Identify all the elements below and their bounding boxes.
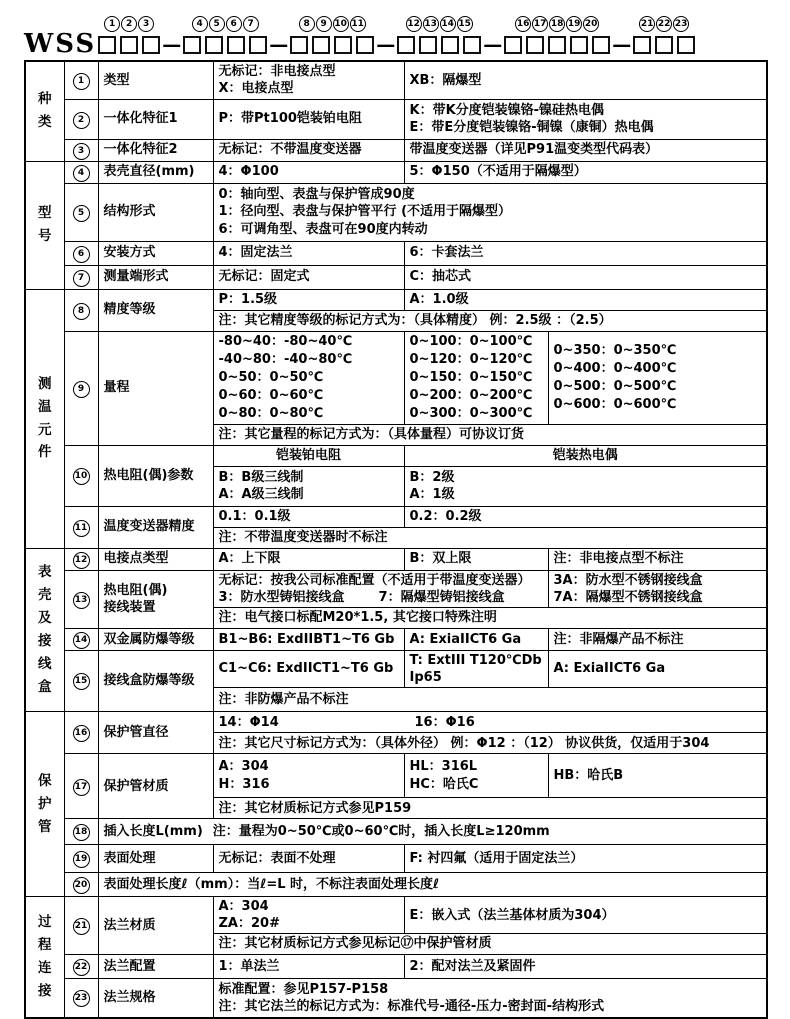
code-box xyxy=(419,36,437,54)
option-line: 0~300：0~300℃ xyxy=(409,405,533,421)
circled-number: 10 xyxy=(73,468,90,485)
option-cell xyxy=(213,61,404,99)
row-number xyxy=(64,548,98,570)
option-line: 7A：隔爆型不锈钢接线盒 xyxy=(553,589,703,605)
model-prefix: WSS xyxy=(24,29,97,59)
note-cell: 注：其它尺寸标记方式为：（具体外径） 例：Φ12 ：（12） 协议供货，仅适用于304 xyxy=(213,733,767,754)
circled-number: 8 xyxy=(73,303,90,320)
row-number xyxy=(64,712,98,754)
row-number xyxy=(64,241,98,265)
option-line: A：304 xyxy=(218,759,269,775)
row-label: 量程 xyxy=(98,331,213,445)
option-cell xyxy=(213,978,767,1018)
option-cell: E：嵌入式（法兰基体材质为304） xyxy=(404,897,767,934)
row-number xyxy=(64,897,98,954)
table-row xyxy=(25,506,767,527)
option-cell: HB：哈氏B xyxy=(548,754,767,798)
note-cell: 注：不带温度变送器时不标注 xyxy=(213,527,767,548)
table-row xyxy=(25,650,767,687)
option-cell xyxy=(404,331,548,424)
table-row xyxy=(25,570,767,607)
code-group-numbers xyxy=(104,16,154,32)
code-boxes xyxy=(98,36,160,54)
code-box xyxy=(548,36,566,54)
circled-number: 15 xyxy=(73,673,90,690)
row-number xyxy=(64,570,98,628)
dash-separator: — xyxy=(376,34,396,56)
table-row xyxy=(25,99,767,139)
circled-number: 19 xyxy=(566,16,582,32)
table-row xyxy=(25,897,767,934)
row-number xyxy=(64,754,98,819)
row-number xyxy=(64,873,98,897)
table-row xyxy=(25,241,767,265)
code-box xyxy=(227,36,245,54)
table-row xyxy=(25,139,767,161)
option-cell: 无标记：固定式 xyxy=(213,265,404,289)
option-cell: 无标记：表面不处理 xyxy=(213,845,404,873)
code-box xyxy=(463,36,481,54)
code-box xyxy=(142,36,160,54)
code-box xyxy=(570,36,588,54)
code-box xyxy=(249,36,267,54)
code-group-1 xyxy=(98,16,160,54)
note-cell: 注：电气接口标配M20*1.5, 其它接口特殊注明 xyxy=(213,607,767,628)
option-line: 0~80：0~80℃ xyxy=(218,405,324,421)
option-cell: 6：卡套法兰 xyxy=(404,241,767,265)
circled-number: 3 xyxy=(73,143,90,160)
option-line: 0：轴向型、表盘与保护管成90度 xyxy=(218,187,415,203)
option-line: HL：316L xyxy=(409,759,478,775)
row-number xyxy=(64,139,98,161)
circled-number: 8 xyxy=(299,16,315,32)
row-label: 保护管直径 xyxy=(98,712,213,754)
group-model xyxy=(25,161,64,289)
option-line: 6：可调角型、表盘可在90度内转动 xyxy=(218,221,428,237)
circled-number: 15 xyxy=(457,16,473,32)
option-line: 0~350：0~350℃ xyxy=(553,342,677,358)
option-cell: 4：Φ100 xyxy=(213,161,404,183)
note-cell: 注：其它材质标记方式参见P159 xyxy=(213,798,767,819)
table-row xyxy=(25,954,767,978)
row-number xyxy=(64,265,98,289)
row-number xyxy=(64,183,98,241)
row-label: 双金属防爆等级 xyxy=(98,628,213,650)
option-cell xyxy=(213,754,404,798)
table-row xyxy=(25,819,767,845)
circled-number: 5 xyxy=(73,205,90,222)
option-cell: 0.1：0.1级 xyxy=(213,506,404,527)
option-line: 0~120：0~120℃ xyxy=(409,351,533,367)
code-boxes xyxy=(633,36,695,54)
code-box xyxy=(677,36,695,54)
option-line: B：2级 xyxy=(409,469,455,485)
row-label: 法兰材质 xyxy=(98,897,213,954)
option-item: 14：Φ14 xyxy=(218,714,279,730)
note-cell: 注：其它量程的标记方式为：（具体量程）可协议订货 xyxy=(213,424,767,445)
table-row xyxy=(25,289,767,310)
row-label: 安装方式 xyxy=(98,241,213,265)
note-cell: 注：非防爆产品不标注 xyxy=(213,688,767,712)
option-cell: C：抽芯式 xyxy=(404,265,767,289)
option-line: 0~60：0~60℃ xyxy=(218,387,324,403)
note-cell: 注：非隔爆产品不标注 xyxy=(548,628,767,650)
dash-separator: — xyxy=(162,34,182,56)
code-group-numbers xyxy=(299,16,366,32)
circled-number: 14 xyxy=(440,16,456,32)
option-line: ZA：20# xyxy=(218,916,280,932)
option-line: A：A级三线制 xyxy=(218,487,304,502)
option-item: 3：防水型铸铝接线盒 xyxy=(218,589,345,605)
circled-number: 11 xyxy=(350,16,366,32)
code-box xyxy=(504,36,522,54)
code-box xyxy=(655,36,673,54)
option-cell xyxy=(213,466,404,506)
code-box xyxy=(98,36,116,54)
circled-number: 6 xyxy=(73,246,90,263)
circled-number: 19 xyxy=(73,851,90,868)
option-cell: A：上下限 xyxy=(213,548,404,570)
code-boxes xyxy=(183,36,267,54)
row-number xyxy=(64,954,98,978)
group-label: 种类 xyxy=(38,91,52,131)
circled-number: 6 xyxy=(226,16,242,32)
group-label: 过程连接 xyxy=(38,914,52,1000)
circled-number: 21 xyxy=(639,16,655,32)
code-box xyxy=(356,36,374,54)
table-row xyxy=(25,265,767,289)
note-cell: 注：其它精度等级的标记方式为：（具体精度） 例：2.5级 ：（2.5） xyxy=(213,310,767,331)
dash-separator: — xyxy=(269,34,289,56)
group-category xyxy=(25,61,64,161)
option-cell: 5：Φ150（不适用于隔爆型） xyxy=(404,161,767,183)
code-group-2 xyxy=(183,16,267,54)
code-box xyxy=(290,36,308,54)
code-box xyxy=(312,36,330,54)
option-line: 0~50：0~50℃ xyxy=(218,369,324,385)
code-group-3 xyxy=(290,16,374,54)
circled-number: 2 xyxy=(73,112,90,129)
option-line: H：316 xyxy=(218,776,270,792)
note-text: 注：量程为0~50℃或0~60℃时，插入长度L≥120mm xyxy=(212,824,550,840)
option-cell: C1~C6: ExdIICT1~T6 Gb xyxy=(213,650,404,687)
table-row xyxy=(25,445,767,466)
row-number xyxy=(64,289,98,331)
option-line xyxy=(219,589,543,606)
option-line: X：电接点型 xyxy=(218,81,294,97)
code-box xyxy=(397,36,415,54)
option-cell: A: ExiaIICT6 Ga xyxy=(548,650,767,687)
option-line: E：带E分度铠装镍铬-铜镍（康铜）热电偶 xyxy=(409,120,654,135)
circled-number: 23 xyxy=(73,990,90,1007)
option-line: 0~400：0~400℃ xyxy=(553,360,677,376)
group-protection-tube xyxy=(25,712,64,897)
row-label: 结构形式 xyxy=(98,183,213,241)
circled-number: 9 xyxy=(73,381,90,398)
row-label: 法兰规格 xyxy=(98,978,213,1018)
circled-number: 17 xyxy=(532,16,548,32)
row-number xyxy=(64,61,98,99)
group-temp-element xyxy=(25,289,64,548)
code-box xyxy=(205,36,223,54)
circled-number: 5 xyxy=(209,16,225,32)
code-box xyxy=(120,36,138,54)
circled-number: 21 xyxy=(73,918,90,935)
group-label: 测温元件 xyxy=(38,375,52,461)
row-number xyxy=(64,978,98,1018)
circled-number: 18 xyxy=(549,16,565,32)
option-line: 1：径向型、表盘与保护管平行 (不适用于隔爆型） xyxy=(218,204,512,220)
table-row xyxy=(25,183,767,241)
option-cell: 0.2：0.2级 xyxy=(404,506,767,527)
option-cell: XB：隔爆型 xyxy=(404,61,767,99)
row-number xyxy=(64,445,98,506)
option-line: 0~100：0~100℃ xyxy=(409,333,533,349)
row-label: 电接点类型 xyxy=(98,548,213,570)
row-number xyxy=(64,99,98,139)
option-cell: B1~B6: ExdIIBT1~T6 Gb xyxy=(213,628,404,650)
option-line: 0~200：0~200℃ xyxy=(409,387,533,403)
row-label: 保护管材质 xyxy=(98,754,213,819)
circled-number: 22 xyxy=(656,16,672,32)
code-boxes xyxy=(290,36,374,54)
circled-number: 20 xyxy=(73,877,90,894)
option-line: B：B级三线制 xyxy=(218,469,304,485)
option-cell xyxy=(213,331,404,424)
option-cell: P：带Pt100铠装铂电阻 xyxy=(213,99,404,139)
row-label: 类型 xyxy=(98,61,213,99)
option-line: 0~500：0~500℃ xyxy=(553,378,677,394)
circled-number: 20 xyxy=(583,16,599,32)
circled-number: 16 xyxy=(73,725,90,742)
row-label: 接线盒防爆等级 xyxy=(98,650,213,711)
group-label: 型号 xyxy=(38,205,52,244)
circled-number: 1 xyxy=(104,16,120,32)
row-number xyxy=(64,819,98,845)
row-number xyxy=(64,845,98,873)
option-cell: 带温度变送器（详见P91温变类型代码表） xyxy=(404,139,767,161)
circled-number: 12 xyxy=(406,16,422,32)
group-label: 表壳及接线盒 xyxy=(38,564,52,695)
circled-number: 18 xyxy=(73,824,90,841)
option-line: HC：哈氏C xyxy=(409,776,479,792)
column-header: 铠装铂电阻 xyxy=(213,445,404,466)
option-line: 注：其它法兰的标记方式为：标准代号-通径-压力-密封面-结构形式 xyxy=(218,998,605,1014)
option-line: -80~40：-80~40℃ xyxy=(218,333,353,349)
code-group-numbers xyxy=(639,16,689,32)
table-row xyxy=(25,331,767,424)
option-line: 0~600：0~600℃ xyxy=(553,396,677,412)
code-group-5 xyxy=(504,16,610,54)
option-cell xyxy=(548,331,767,424)
circled-number: 13 xyxy=(423,16,439,32)
option-line: A：304 xyxy=(218,899,269,915)
table-row xyxy=(25,978,767,1018)
label-line: 热电阻(偶) xyxy=(103,583,168,598)
code-group-4 xyxy=(397,16,481,54)
table-row xyxy=(25,61,767,99)
option-cell xyxy=(404,99,767,139)
option-line: A：1级 xyxy=(409,487,455,502)
code-box xyxy=(441,36,459,54)
code-box xyxy=(633,36,651,54)
spec-table xyxy=(24,60,768,1019)
option-cell: T: ExtIII T120℃Db Ip65 xyxy=(404,650,548,687)
table-row xyxy=(25,628,767,650)
code-boxes xyxy=(397,36,481,54)
row-number xyxy=(64,331,98,445)
option-cell: A：1.0级 xyxy=(404,289,767,310)
option-cell xyxy=(213,897,404,934)
table-row xyxy=(25,161,767,183)
circled-number: 4 xyxy=(73,165,90,182)
row-number xyxy=(64,161,98,183)
column-header: 铠装热电偶 xyxy=(404,445,767,466)
note-cell: 注：其它材质标记方式参见标记⑰中保护管材质 xyxy=(213,934,767,954)
row-number xyxy=(64,628,98,650)
group-label: 保护管 xyxy=(38,772,52,835)
circled-number: 23 xyxy=(673,16,689,32)
circled-number: 1 xyxy=(73,73,90,90)
circled-number: 22 xyxy=(73,959,90,976)
row-label: 温度变送器精度 xyxy=(98,506,213,548)
option-line: K：带K分度铠装镍铬-镍硅热电偶 xyxy=(409,102,605,118)
row-label: 热电阻(偶)参数 xyxy=(98,445,213,506)
code-box xyxy=(334,36,352,54)
circled-number: 14 xyxy=(73,632,90,649)
option-cell: P：1.5级 xyxy=(213,289,404,310)
model-code-line xyxy=(24,6,790,59)
row-label: 法兰配置 xyxy=(98,954,213,978)
option-cell xyxy=(213,183,767,241)
option-cell: 1：单法兰 xyxy=(213,954,404,978)
circled-number: 12 xyxy=(73,552,90,569)
code-box xyxy=(526,36,544,54)
row-number xyxy=(64,506,98,548)
option-cell: 2：配对法兰及紧固件 xyxy=(404,954,767,978)
code-box xyxy=(183,36,201,54)
circled-number: 17 xyxy=(73,779,90,796)
option-line: 无标记：非电接点型 xyxy=(218,64,336,80)
table-row xyxy=(25,712,767,733)
option-line: 无标记：按我公司标准配置（不适用于带温度变送器） xyxy=(218,572,531,588)
circled-number: 9 xyxy=(316,16,332,32)
dash-separator: — xyxy=(612,34,632,56)
option-cell: A: ExiaIICT6 Ga xyxy=(404,628,548,650)
option-cell xyxy=(404,466,767,506)
circled-number: 16 xyxy=(515,16,531,32)
option-line: 标准配置：参见P157-P158 xyxy=(218,981,389,997)
code-group-6 xyxy=(633,16,695,54)
circled-number: 13 xyxy=(73,592,90,609)
row-label: 一体化特征1 xyxy=(98,99,213,139)
option-cell: 表面处理长度ℓ（mm）：当ℓ=L 时，不标注表面处理长度ℓ xyxy=(98,873,767,897)
circled-number: 7 xyxy=(73,270,90,287)
row-label xyxy=(98,570,213,628)
note-cell: 注：非电接点型不标注 xyxy=(548,548,767,570)
label-line: 接线装置 xyxy=(103,600,156,616)
group-case-junction-box xyxy=(25,548,64,712)
code-box xyxy=(592,36,610,54)
row-label: 表壳直径(mm) xyxy=(98,161,213,183)
option-cell xyxy=(213,712,767,733)
row-label: 一体化特征2 xyxy=(98,139,213,161)
table-row xyxy=(25,548,767,570)
option-line: 3A：防水型不锈钢接线盒 xyxy=(553,572,703,588)
option-cell: 无标记：不带温度变送器 xyxy=(213,139,404,161)
group-process-connection xyxy=(25,897,64,1018)
row-label: 表面处理 xyxy=(98,845,213,873)
code-group-numbers xyxy=(406,16,473,32)
dash-separator: — xyxy=(483,34,503,56)
option-cell: B：双上限 xyxy=(404,548,548,570)
circled-number: 4 xyxy=(192,16,208,32)
row-label: 精度等级 xyxy=(98,289,213,331)
option-line: -40~80：-40~80℃ xyxy=(218,351,353,367)
table-row xyxy=(25,754,767,798)
row-label: 插入长度L(mm) xyxy=(103,824,203,840)
option-cell xyxy=(98,819,767,845)
table-row xyxy=(25,873,767,897)
circled-number: 2 xyxy=(121,16,137,32)
option-cell: 4：固定法兰 xyxy=(213,241,404,265)
code-boxes xyxy=(504,36,610,54)
circled-number: 7 xyxy=(243,16,259,32)
table-row xyxy=(25,845,767,873)
row-label: 测量端形式 xyxy=(98,265,213,289)
circled-number: 11 xyxy=(73,520,90,537)
option-cell xyxy=(548,570,767,607)
circled-number: 3 xyxy=(138,16,154,32)
option-cell: F: 衬四氟（适用于固定法兰） xyxy=(404,845,767,873)
row-number xyxy=(64,650,98,711)
option-cell xyxy=(404,754,548,798)
option-item: 16：Φ16 xyxy=(414,714,475,730)
code-group-numbers xyxy=(515,16,599,32)
circled-number: 10 xyxy=(333,16,349,32)
code-group-numbers xyxy=(192,16,259,32)
option-item: 7：隔爆型铸铝接线盒 xyxy=(378,589,505,605)
option-cell xyxy=(213,570,548,607)
option-line: 0~150：0~150℃ xyxy=(409,369,533,385)
